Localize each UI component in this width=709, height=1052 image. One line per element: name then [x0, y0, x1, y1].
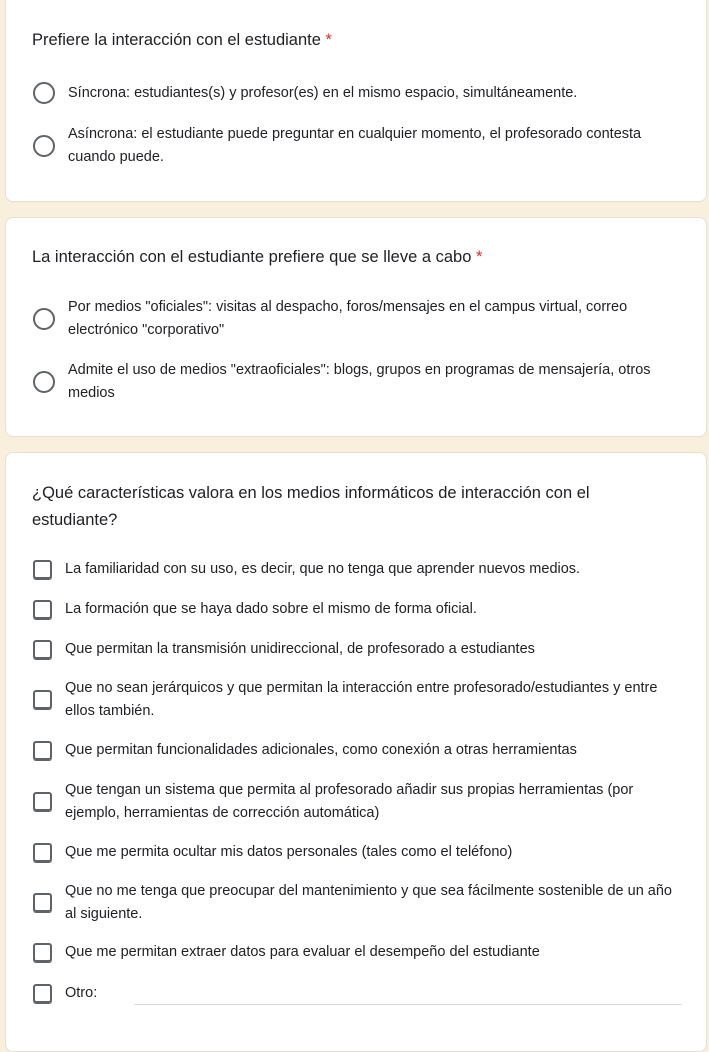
option-label: Admite el uso de medios "extraoficiales": blogs, grupos en programas de mensajería, otros medios — [68, 362, 651, 401]
checkbox-option-other[interactable] — [32, 982, 676, 1005]
checkbox-icon[interactable] — [33, 741, 52, 760]
radio-button-icon[interactable] — [33, 135, 55, 157]
option-label: Síncrona: estudiantes(s) y profesor(es) en el mismo espacio, simultáneamente. — [68, 85, 578, 101]
option-label: Que permitan la transmisión unidireccional, de profesorado a estudiantes — [65, 641, 535, 657]
radio-option-oficiales[interactable] — [32, 296, 676, 341]
required-asterisk: * — [325, 31, 332, 49]
checkbox-option[interactable] — [32, 941, 676, 964]
question-title — [32, 244, 666, 271]
checkbox-option[interactable] — [32, 638, 676, 661]
checkbox-icon[interactable] — [33, 560, 52, 579]
question-title-text: Prefiere la interacción con el estudiante — [32, 31, 321, 49]
checkbox-icon[interactable] — [33, 792, 52, 811]
option-label: Que me permitan extraer datos para evaluar el desempeño del estudiante — [65, 944, 540, 960]
radio-button-icon[interactable] — [33, 82, 55, 104]
checkbox-icon[interactable] — [33, 984, 52, 1003]
checkbox-option[interactable] — [32, 598, 676, 621]
radio-button-icon[interactable] — [33, 371, 55, 393]
question-card-interaction-medium — [5, 217, 707, 437]
checkbox-icon[interactable] — [33, 943, 52, 962]
checkbox-icon[interactable] — [33, 600, 52, 619]
other-text-input[interactable] — [134, 1004, 682, 1005]
question-title-text: La interacción con el estudiante prefiere que se lleve a cabo — [32, 248, 472, 266]
radio-option-extraoficiales[interactable] — [32, 359, 676, 404]
option-label: Asíncrona: el estudiante puede preguntar en cualquier momento, el profesorado contesta cuando puede. — [68, 126, 642, 165]
option-label: Que tengan un sistema que permita al profesorado añadir sus propias herramientas (por ejemplo, herramientas de corrección automática) — [65, 782, 634, 821]
option-label: La familiaridad con su uso, es decir, que no tenga que aprender nuevos medios. — [65, 561, 581, 577]
option-label: Que me permita ocultar mis datos personales (tales como el teléfono) — [65, 844, 513, 860]
checkbox-icon[interactable] — [33, 843, 52, 862]
option-label: Por medios "oficiales": visitas al despacho, foros/mensajes en el campus virtual, correo electrónico "corporativo" — [68, 299, 628, 338]
checkbox-icon[interactable] — [33, 640, 52, 659]
checkbox-option[interactable] — [32, 558, 676, 581]
checkbox-option[interactable] — [32, 779, 676, 824]
question-card-characteristics — [5, 452, 707, 1052]
checkbox-icon[interactable] — [33, 690, 52, 709]
checkbox-option[interactable] — [32, 841, 676, 864]
radio-option-asincrona[interactable] — [32, 123, 676, 168]
option-label: Otro: — [65, 985, 98, 1001]
question-title: ¿Qué características valora en los medios informáticos de interacción con el estudiante? — [32, 484, 590, 529]
required-asterisk: * — [475, 248, 483, 266]
checkbox-option[interactable] — [32, 677, 676, 722]
checkbox-icon[interactable] — [33, 893, 52, 912]
radio-option-sincrona[interactable] — [32, 82, 676, 105]
question-card-interaction-type — [5, 0, 707, 202]
option-label: Que permitan funcionalidades adicionales, como conexión a otras herramientas — [65, 742, 577, 758]
checkbox-option[interactable] — [32, 880, 676, 925]
question-title — [32, 27, 666, 54]
option-label: La formación que se haya dado sobre el mismo de forma oficial. — [65, 601, 477, 617]
radio-button-icon[interactable] — [33, 308, 55, 330]
option-label: Que no me tenga que preocupar del mantenimiento y que sea fácilmente sostenible de un año al siguiente. — [65, 883, 672, 922]
option-label: Que no sean jerárquicos y que permitan la interacción entre profesorado/estudiantes y entre ellos también. — [65, 680, 658, 719]
checkbox-option[interactable] — [32, 739, 676, 762]
